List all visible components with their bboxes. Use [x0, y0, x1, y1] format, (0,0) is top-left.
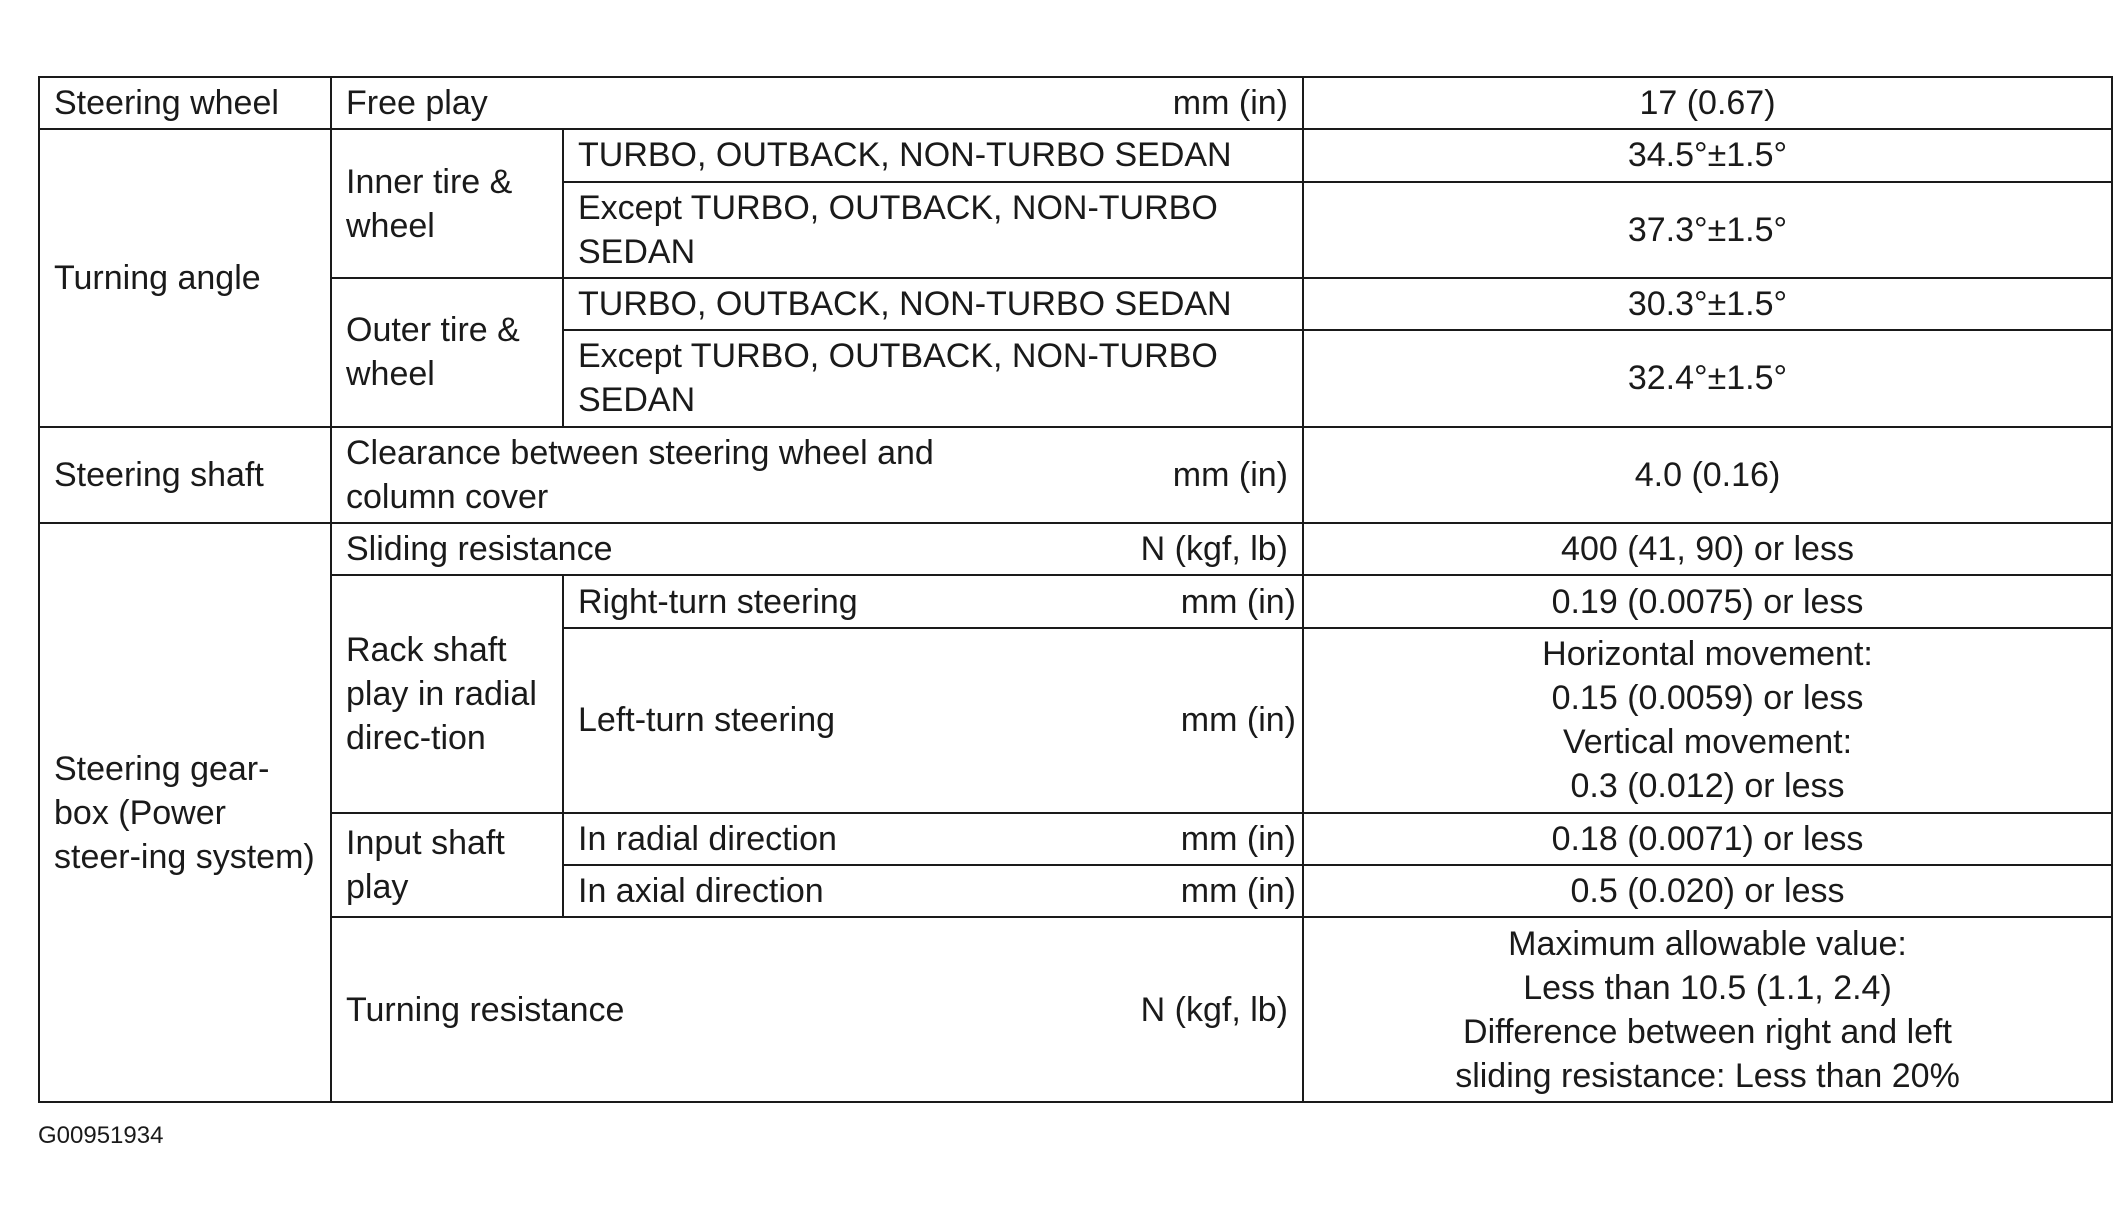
item-clearance	[331, 427, 1303, 523]
unit-input-radial: mm (in)	[1180, 819, 1296, 858]
spec-left-turn-line-3: Vertical movement:	[1562, 723, 1853, 762]
spec-input-axial: 0.5 (0.020) or less	[1303, 865, 2112, 917]
condition-inner-1: TURBO, OUTBACK, NON-TURBO SEDAN	[563, 129, 1303, 181]
spec-turning-resistance-line-3: Difference between right and left	[1463, 1012, 1952, 1051]
row-sliding-resistance	[39, 523, 2112, 575]
item-left-turn	[563, 628, 1303, 813]
item-turning-resistance	[331, 917, 1303, 1102]
spec-input-radial: 0.18 (0.0071) or less	[1303, 813, 2112, 865]
item-input-radial-label: In radial direction	[578, 819, 837, 858]
unit-left-turn: mm (in)	[1180, 701, 1296, 740]
spec-turning-resistance-line-4: sliding resistance: Less than 20%	[1455, 1056, 1960, 1095]
row-steering-wheel	[39, 77, 2112, 129]
item-turning-resistance-label: Turning resistance	[346, 990, 625, 1029]
row-turning-angle-inner-1	[39, 129, 2112, 181]
item-sliding-resistance-label: Sliding resistance	[346, 530, 613, 569]
unit-right-turn: mm (in)	[1180, 582, 1296, 621]
spec-left-turn-line-2: 0.15 (0.0059) or less	[1551, 679, 1864, 718]
label-inner-tire-wheel: Inner tire & wheel	[331, 129, 563, 278]
spec-right-turn: 0.19 (0.0075) or less	[1303, 575, 2112, 627]
item-left-turn-label: Left-turn steering	[578, 701, 836, 740]
unit-free-play: mm (in)	[1172, 84, 1288, 123]
item-input-axial-label: In axial direction	[578, 871, 824, 910]
label-rack-shaft-play: Rack shaft play in radial direc-tion	[331, 575, 563, 812]
spec-turning-resistance-line-1: Maximum allowable value:	[1508, 924, 1907, 963]
label-input-shaft-play: Input shaft play	[331, 813, 563, 918]
figure-id: G00951934	[38, 1122, 164, 1149]
row-steering-shaft	[39, 427, 2112, 523]
item-right-turn	[563, 575, 1303, 627]
item-clearance-label: Clearance between steering wheel and column cover	[346, 433, 934, 516]
row-input-radial	[39, 813, 2112, 865]
spec-left-turn	[1303, 628, 2112, 813]
item-input-axial	[563, 865, 1303, 917]
spec-outer-2: 32.4°±1.5°	[1303, 330, 2112, 426]
system-steering-gearbox: Steering gear-box (Power steer-ing system)	[39, 523, 331, 1102]
spec-left-turn-line-4: 0.3 (0.012) or less	[1570, 767, 1845, 806]
spec-outer-1: 30.3°±1.5°	[1303, 278, 2112, 330]
condition-outer-2: Except TURBO, OUTBACK, NON-TURBO SEDAN	[563, 330, 1303, 426]
unit-clearance: mm (in)	[1172, 455, 1288, 494]
item-right-turn-label: Right-turn steering	[578, 582, 858, 621]
spec-free-play: 17 (0.67)	[1303, 77, 2112, 129]
spec-sliding-resistance: 400 (41, 90) or less	[1303, 523, 2112, 575]
system-steering-wheel: Steering wheel	[39, 77, 331, 129]
spec-inner-1: 34.5°±1.5°	[1303, 129, 2112, 181]
item-input-radial	[563, 813, 1303, 865]
row-turning-resistance	[39, 917, 2112, 1102]
unit-input-axial: mm (in)	[1180, 871, 1296, 910]
spec-turning-resistance	[1303, 917, 2112, 1102]
row-turning-angle-outer-1	[39, 278, 2112, 330]
item-free-play-label: Free play	[346, 84, 488, 123]
spec-clearance: 4.0 (0.16)	[1303, 427, 2112, 523]
row-rack-right-turn	[39, 575, 2112, 627]
condition-outer-1: TURBO, OUTBACK, NON-TURBO SEDAN	[563, 278, 1303, 330]
item-sliding-resistance	[331, 523, 1303, 575]
condition-inner-2: Except TURBO, OUTBACK, NON-TURBO SEDAN	[563, 182, 1303, 278]
item-free-play	[331, 77, 1303, 129]
spec-inner-2: 37.3°±1.5°	[1303, 182, 2112, 278]
spec-left-turn-line-1: Horizontal movement:	[1542, 635, 1873, 674]
system-steering-shaft: Steering shaft	[39, 427, 331, 523]
unit-sliding-resistance: N (kgf, lb)	[1140, 530, 1288, 569]
unit-turning-resistance: N (kgf, lb)	[1140, 990, 1288, 1029]
label-outer-tire-wheel: Outer tire & wheel	[331, 278, 563, 427]
system-turning-angle: Turning angle	[39, 129, 331, 426]
spec-turning-resistance-line-2: Less than 10.5 (1.1, 2.4)	[1523, 968, 1892, 1007]
steering-specification-table	[38, 76, 2113, 1103]
